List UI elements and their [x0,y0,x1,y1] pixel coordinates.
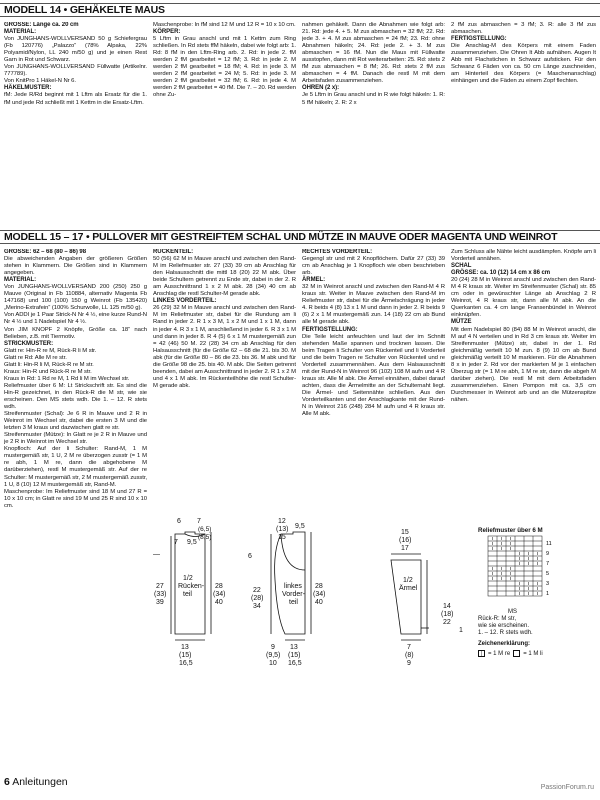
back-bottom-3: 16,5 [179,660,193,666]
back-dim-top-b: 7 [197,518,201,525]
section-title-model-15-17: MODELL 15 – 17 • PULLOVER MIT GESTREIFTEM SCHAL UND MÜTZE IN MAUVE ODER MAGENTA UND WEINROT [0,230,600,244]
front-bottom-2: (9,5) [266,652,281,659]
block-paragraph: Von KnitPro 1 Häkel-N Nr 6. [4,78,76,85]
sleeve-bottom-3: 9 [407,660,411,666]
legend-title: Zeichenerklärung: [478,641,531,647]
sleeve-right-small: 1 [459,627,463,634]
legend-knit-symbol: | [478,650,485,657]
sleeve-piece [391,554,429,640]
block-paragraph: nahmen gehäkelt. Dann die Abnahmen wie folgt arb: 21. Rd: jede 4. + 5. M zus abmaschen = 32 fM; 22. Rd: jede 3. + 4. M zus abmaschen = 24 fM; 23. Rd: ohne Abnahmen häkeln; 24. Rd: jede 2. + 3. M zus abmaschen = 16 fM. Nun die Maus mit Füllwatte ausstopfen, dann mit Rot weiterarbeiten: 25. Rd: stets 2 fM zus abmaschen = 8 fM; 26. Rd: stets 2 fM zus abmaschen = 4 fM. Danach die restl M mit dem Arbeitsfaden zusammenziehen. [302,22,445,85]
section2-column-3 [302,249,445,489]
front-side-1: 22 [253,587,261,594]
front-label-1: linkes [284,583,302,590]
block-paragraph: Streifenmuster (Mütze): In Glatt re je 2 R in Mauve und je 2 R in Weinrot im Wechsel str. [4,432,147,446]
sleeve-bottom-1: 7 [407,644,411,651]
sleeve-right-2: (18) [441,611,454,618]
section1-column-2 [153,22,296,227]
section-title-model-14: MODELL 14 • GEHÄKELTE MAUS [0,3,600,17]
back-dim-top-c: (6,5) [198,526,212,533]
relief-row-number: 11 [546,541,552,547]
footer-label: Anleitungen [12,776,68,788]
back-label-2: Rücken- [178,583,205,590]
block-paragraph: Von JUNGHANS-WOLLVERSAND 50 g Schiefergrau (Fb 120776) „Palazzo“ (78% Alpaka, 22% Polyamid/Nylon, LL 240 m/50 g) und je einen Rest Garn in Rot und Schwarz. [4,36,147,64]
pattern-schematics [153,510,471,666]
front-dim-top-a: 12 [278,518,286,525]
block-paragraph: 2 fM zus abmaschen = 3 fM; 3. R: alle 3 fM zus abmaschen. [451,22,596,36]
relief-title: Reliefmuster über 6 M [478,527,543,534]
front-label-2: Vorder- [282,591,305,598]
block-paragraph: Zum Schluss alle Nähte leicht ausdämpfen. Knöpfe am li Vorderteil annähen. [451,249,596,263]
sleeve-label-2: Ärmel [399,585,418,592]
back-inner-3: 40 [215,599,223,606]
section2-column-2 [153,249,296,489]
page-footer [4,776,68,788]
front-dim-top-b: (13) [276,526,289,533]
block-paragraph: Maschenprobe: In fM sind 12 M und 12 R = 10 x 10 cm. [153,22,296,28]
legend-purl-symbol [513,650,520,657]
back-side-3: 39 [156,599,164,606]
front-inner-1: 28 [315,583,323,590]
sleeve-top-2: (16) [399,537,412,544]
relief-note-2: wie sie erscheinen. [478,623,530,629]
block-paragraph: Glatt re: Hin-R re M, Rück-R li M str. [4,347,97,354]
back-bottom-2: (15) [179,652,192,659]
back-dim-top-a: 6 [177,518,181,525]
block-paragraph: Die Teile leicht anfeuchten und laut der im Schnitt stehenden Maße spannen und trocknen lassen. Die beim Tragen li Schulter von Rückenteil und li Vorderteil und die beim Tragen re Schulter von Rückenteil und re Vorderteil zusammennähen. Aus dem Halsausschnitt mit der Rund-N in Weinrot 96 (102) 108 M aufn und 4 R kraus str. Alle M abk. Die Ärmel einnähen, dabei darauf achten, dass die Ärmelmitte an der Schulternaht liegt. Die Ärmel- und Seitennähte schließen. Aus den Vorderteilkanten und der Anschlagkante mit der Rund-N in Weinrot 216 (248) 284 M aufn und 4 R kraus str. Alle M abk. [302,333,445,418]
block-heading: SCHAL [451,263,472,270]
block-paragraph: 20 (24) 28 M in Weinrot anschl und zwischen den Rand-M 4 R kraus str. Weiter im Streifenmuster (Schal) str. 85 cm oder in gewünschter Länge ab Anschlag 2 R Weinrot, 4 R kraus str, dann alle M abk. An die Querkanten ca. 4 cm lange Fransenbündel in Weinrot einknüpfen. [451,277,596,319]
back-side-2: (33) [154,591,167,598]
block-paragraph: Mit dem Nadelspiel 80 (84) 88 M in Weinrot anschl, die M auf 4 N verteilen und in Rd 3 cm kraus str. Weiter im Streifenmuster (Mütze) str, dabei in der 1. Rd gleichmäßig verteilt 10 M zun. 8 (9) 10 cm ab Bund gleichmäßig verteilt 10 M markieren. Für die Abnahmen 8 x in jeder 2. Rd vor der markierten M je 1 einfachen Überzug str (= 1 M re abh, 1 M re str, dann die abgeh M darüber ziehen). Die restl M mit dem Arbeitsfaden zusammenziehen. Einen Pompon mit ca. 3,5 cm Durchmesser in Weinrot arb und an die Mützenspitze nähen. [451,326,596,403]
relief-row-number: 5 [546,571,550,577]
schematic-drawing [153,510,471,666]
front-bottom-1: 9 [271,644,275,651]
block-paragraph: Maschenprobe: Im Reliefmuster sind 18 M und 27 R = 10 x 10 cm; in Glatt re sind 19 M und 25 R sind 10 x 10 cm. [4,488,147,509]
front-side-2: (28) [251,595,264,602]
block-heading: MATERIAL: [4,29,37,36]
front-inner-2: (34) [313,591,326,598]
block-heading: GRÖSSE: 62 – 68 (80 – 86) 98 [4,249,86,255]
block-paragraph: Knopfloch: Auf der li Schulter: Rand-M, 1 M mustergemäß str, 1 U, 2 M re überzogen zusstr (= 1 M re abh, 1 M re, dann die abgehobene M darüberziehen), restl M mustergemäß str. Auf der re Schulter: M mustergemäß str, 2 M mustergemäß zusstr, 1 U, 8 (10) 12 M mustergemäß str, Rand-M. [4,446,147,488]
block-paragraph: Von JIM KNOPF 2 Knöpfe, Größe ca. 18“ nach Belieben, z.B. mit Tiermotiv. [4,326,147,340]
block-paragraph: Kraus: Hin-R und Rück-R re M str. [4,368,92,375]
block-heading: LINKES VORDERTEIL: [153,298,217,305]
back-side-1: 27 [156,583,164,590]
block-heading: OHREN (2 x): [302,85,340,92]
back-bottom-1: 13 [181,644,189,651]
relief-note-1: Rück-R: M str, [478,616,517,622]
block-heading: KÖRPER: [153,29,181,36]
back-label-3: teil [183,591,192,598]
front-side-3: 34 [253,603,261,610]
relief-row-number: 9 [546,551,550,557]
block-heading: FERTIGSTELLUNG: [451,36,507,43]
block-paragraph: 5 Lftm in Grau anschl und mit 1 Kettm zum Ring schließen. In Rd stets ffM häkeln, dabei wie folgt arb: 1. Rd: 8 fM in den Lftm-Ring arb. 2. Rd: in jede 2. fM werden 2 fM gearbeitet = 12 fM; 3. Rd: in jede 2. M werden 2 fM gearbeitet = 18 fM; 4. Rd: in jede 3. M werden 2 fM gearbeitet = 24 M; 5. Rd: in jede 3. M werden 2 fM gearbeitet = 32 fM; 6. Rd: in jede 4. M werden 2 fM gearbeitet = 40 fM. Die 7. – 20. Rd werden ohne Zu- [153,36,296,99]
legend-row [478,650,596,657]
block-paragraph: Die Anschlag-M des Körpers mit einem Faden zusammenziehen. Die Ohren lt Abb aufnähen. Augen lt Abb mit Flachstichen in Schwarz aufsticken. Für den Schwanz 6 Fäden von ca. 50 cm Länge zuschneiden, am Hinterteil des Körpers (= Maschenanschlag) einhängen und die Fäden zu einem Zopf flechten. [451,43,596,85]
block-paragraph: 32 M in Weinrot anschl und zwischen den Rand-M 4 R kraus str. Weiter in Mauve zwischen den Rand-M im Reliefmuster str, dabei für die Ärmelschrägung in jeder 4. R beids 4 (8) 13 x 1 M und dann in jeder 2. R beids 9 (6) 2 x 1 M mustergemäß zun. 14 (18) 22 cm ab Bund alle M gerade abk. [302,284,445,326]
section1-column-1 [4,22,147,227]
front-mark: 6 [248,553,252,560]
block-paragraph: Die abweichenden Angaben der größeren Größen stehen in Klammern. Die Größen sind in Klammern angegeben. [4,256,147,277]
sleeve-right-1: 14 [443,603,451,610]
front-bottom-5: (15) [288,652,301,659]
block-heading: MÜTZE [451,319,472,326]
back-inner-1: 28 [215,583,223,590]
block-heading: GRÖSSE: Länge ca. 20 cm [4,22,79,28]
front-inner-3: 40 [315,599,323,606]
block-paragraph: Je 5 Lftm in Grau anschl und in R wie folgt häkeln: 1. R: 5 fM häkeln; 2. R: 2 x [302,92,445,106]
back-dim-top-f: 9,5 [187,539,197,546]
block-paragraph: Gegengl str und mit 2 Knopflöchern. Dafür 27 (33) 39 cm ab Anschlag je 1 Knopfloch wie oben beschrieben arb. [302,256,445,277]
sleeve-top-3: 17 [401,545,409,552]
relief-grid [478,534,596,604]
back-mark: — [153,551,160,558]
front-bottom-6: 16,5 [288,660,302,666]
relief-pattern-chart [478,527,596,667]
front-bottom-4: 13 [290,644,298,651]
block-paragraph: Von ADDI je 1 Paar Strick-N Nr 4 ½, eine kurze Rund-N Nr 4 ½ und 1 Nadelspiel Nr 4 ½. [4,312,147,326]
sleeve-label-1: 1/2 [403,577,413,584]
block-paragraph: 26 (29) 32 M in Mauve anschl und zwischen den Rand-M im Reliefmuster str, dabei für die Rundung am li Rand in jeder 2. R 1 x 3 M, 1 x 2 M und 1 x 1 M, dann in jeder 4. R 3 x 1 M, anschließend in jeder 6. R 3 x 1 M und dann in jeder 8. R 4 (5) 6 x 1 M mustergemäß zun = 42 (46) 50 M. 22 (28) 34 cm ab Anschlag für den Halsausschnitt (für die Größe 62 – 68 die 21. bis 30. M abk (für die Größe 80 – 86 die 23. bis 36. M abk und für die Größe 98 die 25. bis 40. M abk. Die Seiten getrennt beenden, dabei am Ausschnittrand in jeder 2. R 1 x 2 M und 4 x 1 M abk. Im Rückenteilhöhe die restl Schulter-M gerade abk. [153,305,296,389]
relief-row-number: 7 [546,561,550,567]
block-heading: HÄKELMUSTER: [4,85,52,92]
block-paragraph: fM: Jede R/Rd beginnt mit 1 Lftm als Ersatz für die 1. fM und jede Rd schließt mit 1 Kettm in die Ersatz-Lftm. [4,92,147,106]
block-paragraph: Von JUNGHANS-WOLLVERSAND Füllwatte (Artikelnr. 777789). [4,64,147,78]
block-paragraph: Reliefmuster über 6 M: Lt Strickschrift str. Es sind die Hin-R gezeichnet, in den Rück-R die M str, wie sie erscheinen. Den MS stets wdh. Die 1. – 12. R stets wdh. [4,382,147,411]
block-paragraph: Von JUNGHANS-WOLLVERSAND 200 (250) 250 g Mauve (Original in Fb 110884, alternativ Magenta Fb 147168) und 100 (100) 150 g Weinrot (Fb 135420) „Merino-Extrafein“ (100% Schurwolle, LL 125 m/50 g). [4,284,147,312]
legend-purl-text: = 1 M li [523,650,543,657]
relief-row-number: 1 [546,591,550,597]
section1-column-4 [451,22,596,227]
relief-note-3: 1. – 12. R stets wdh. [478,630,533,636]
legend-knit-text: = 1 M re [488,650,511,657]
page-number: 6 [4,776,10,788]
block-heading: RÜCKENTEIL: [153,249,194,255]
block-paragraph: Glatt li: Hin-R li M, Rück-R re M str. [4,361,94,368]
back-dim-top-e: 7 [174,539,178,546]
block-paragraph: Streifenmuster (Schal): Je 6 R in Mauve und 2 R in Weinrot im Wechsel str, dabei die ersten 3 M und die letzten 3 M kraus und dazwischen glatt re str. [4,411,147,432]
back-label-1: 1/2 [183,575,193,582]
sleeve-right-3: 22 [443,619,451,626]
relief-row-number: 3 [546,581,550,587]
block-heading: RECHTES VORDERTEIL: [302,249,373,255]
back-dim-top-d: (8,5) [198,534,212,541]
watermark: PassionForum.ru [540,784,594,791]
block-heading: GRÖSSE: ca. 10 (12) 14 cm x 86 cm [451,270,551,277]
block-paragraph: Kraus in Rd: 1 Rd re M, 1 Rd li M im Wechsel str. [4,375,130,382]
front-bottom-3: 10 [269,660,277,666]
block-heading: STRICKMUSTER: [4,340,54,347]
block-heading: MATERIAL: [4,277,37,284]
section2-column-1 [4,249,147,661]
relief-ms-label: MS [508,609,517,615]
sleeve-top-1: 15 [401,529,409,536]
front-dim-top-d: 9,5 [295,523,305,530]
section1-column-3 [302,22,445,227]
front-label-3: teil [289,599,298,606]
back-inner-2: (34) [213,591,226,598]
section2-column-4 [451,249,596,521]
block-paragraph: 50 (56) 62 M in Mauve anschl und zwischen den Rand-M im Reliefmuster str. 27 (33) 39 cm ab Anschlag für den Halsausschnitt die mittl 18 (20) 22 M abk. Über beide Schultern getrennt zu Ende str, dabei in der 2. R am Ausschnittrand 1 x 2 M abk. 28 (34) 40 cm ab Anschlag die restl Schulter-M gerade abk. [153,256,296,298]
front-dim-top-c: 15 [278,534,286,541]
sleeve-bottom-2: (8) [405,652,414,659]
block-paragraph: Glatt re Rd: Alle M re str. [4,354,67,361]
block-heading: ÄRMEL: [302,277,326,284]
block-heading: FERTIGSTELLUNG: [302,326,358,333]
